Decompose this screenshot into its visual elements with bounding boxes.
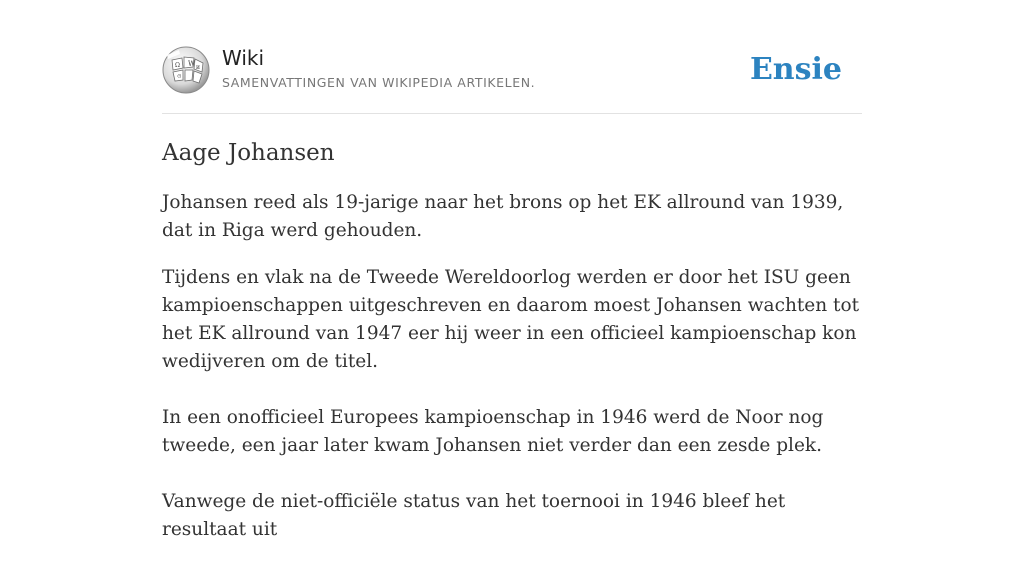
site-name[interactable]: Wiki xyxy=(222,46,265,70)
article-title: Aage Johansen xyxy=(162,140,335,166)
svg-text:W: W xyxy=(188,60,196,68)
site-tagline: SAMENVATTINGEN VAN WIKIPEDIA ARTIKELEN. xyxy=(222,75,536,90)
article-paragraph: Tijdens en vlak na de Tweede Wereldoorlog werden er door het ISU geen kampioenschappen uitgeschreven en daarom moest Johansen wachten tot het EK allround van 1947 eer hij weer in een officieel kampioenschap kon wedijveren om de titel. xyxy=(162,267,860,372)
svg-text:Ω: Ω xyxy=(175,62,180,69)
article-paragraph: Vanwege de niet-officiële status van het toernooi in 1946 bleef het resultaat uit xyxy=(162,491,786,540)
header-divider xyxy=(162,113,862,114)
site-header xyxy=(162,46,862,114)
article-paragraph: Johansen reed als 19-jarige naar het brons op het EK allround van 1939, dat in Riga werd gehouden. xyxy=(162,192,844,241)
svg-text:ও: ও xyxy=(177,73,182,80)
article xyxy=(162,136,862,563)
ensie-logo-link[interactable]: Ensie xyxy=(749,52,842,87)
article-paragraph: In een onofficieel Europees kampioenschap in 1946 werd de Noor nog tweede, een jaar later kwam Johansen niet verder dan een zesde plek. xyxy=(162,407,824,456)
wikipedia-globe-icon[interactable] xyxy=(162,46,210,94)
svg-text:и: и xyxy=(196,64,200,71)
